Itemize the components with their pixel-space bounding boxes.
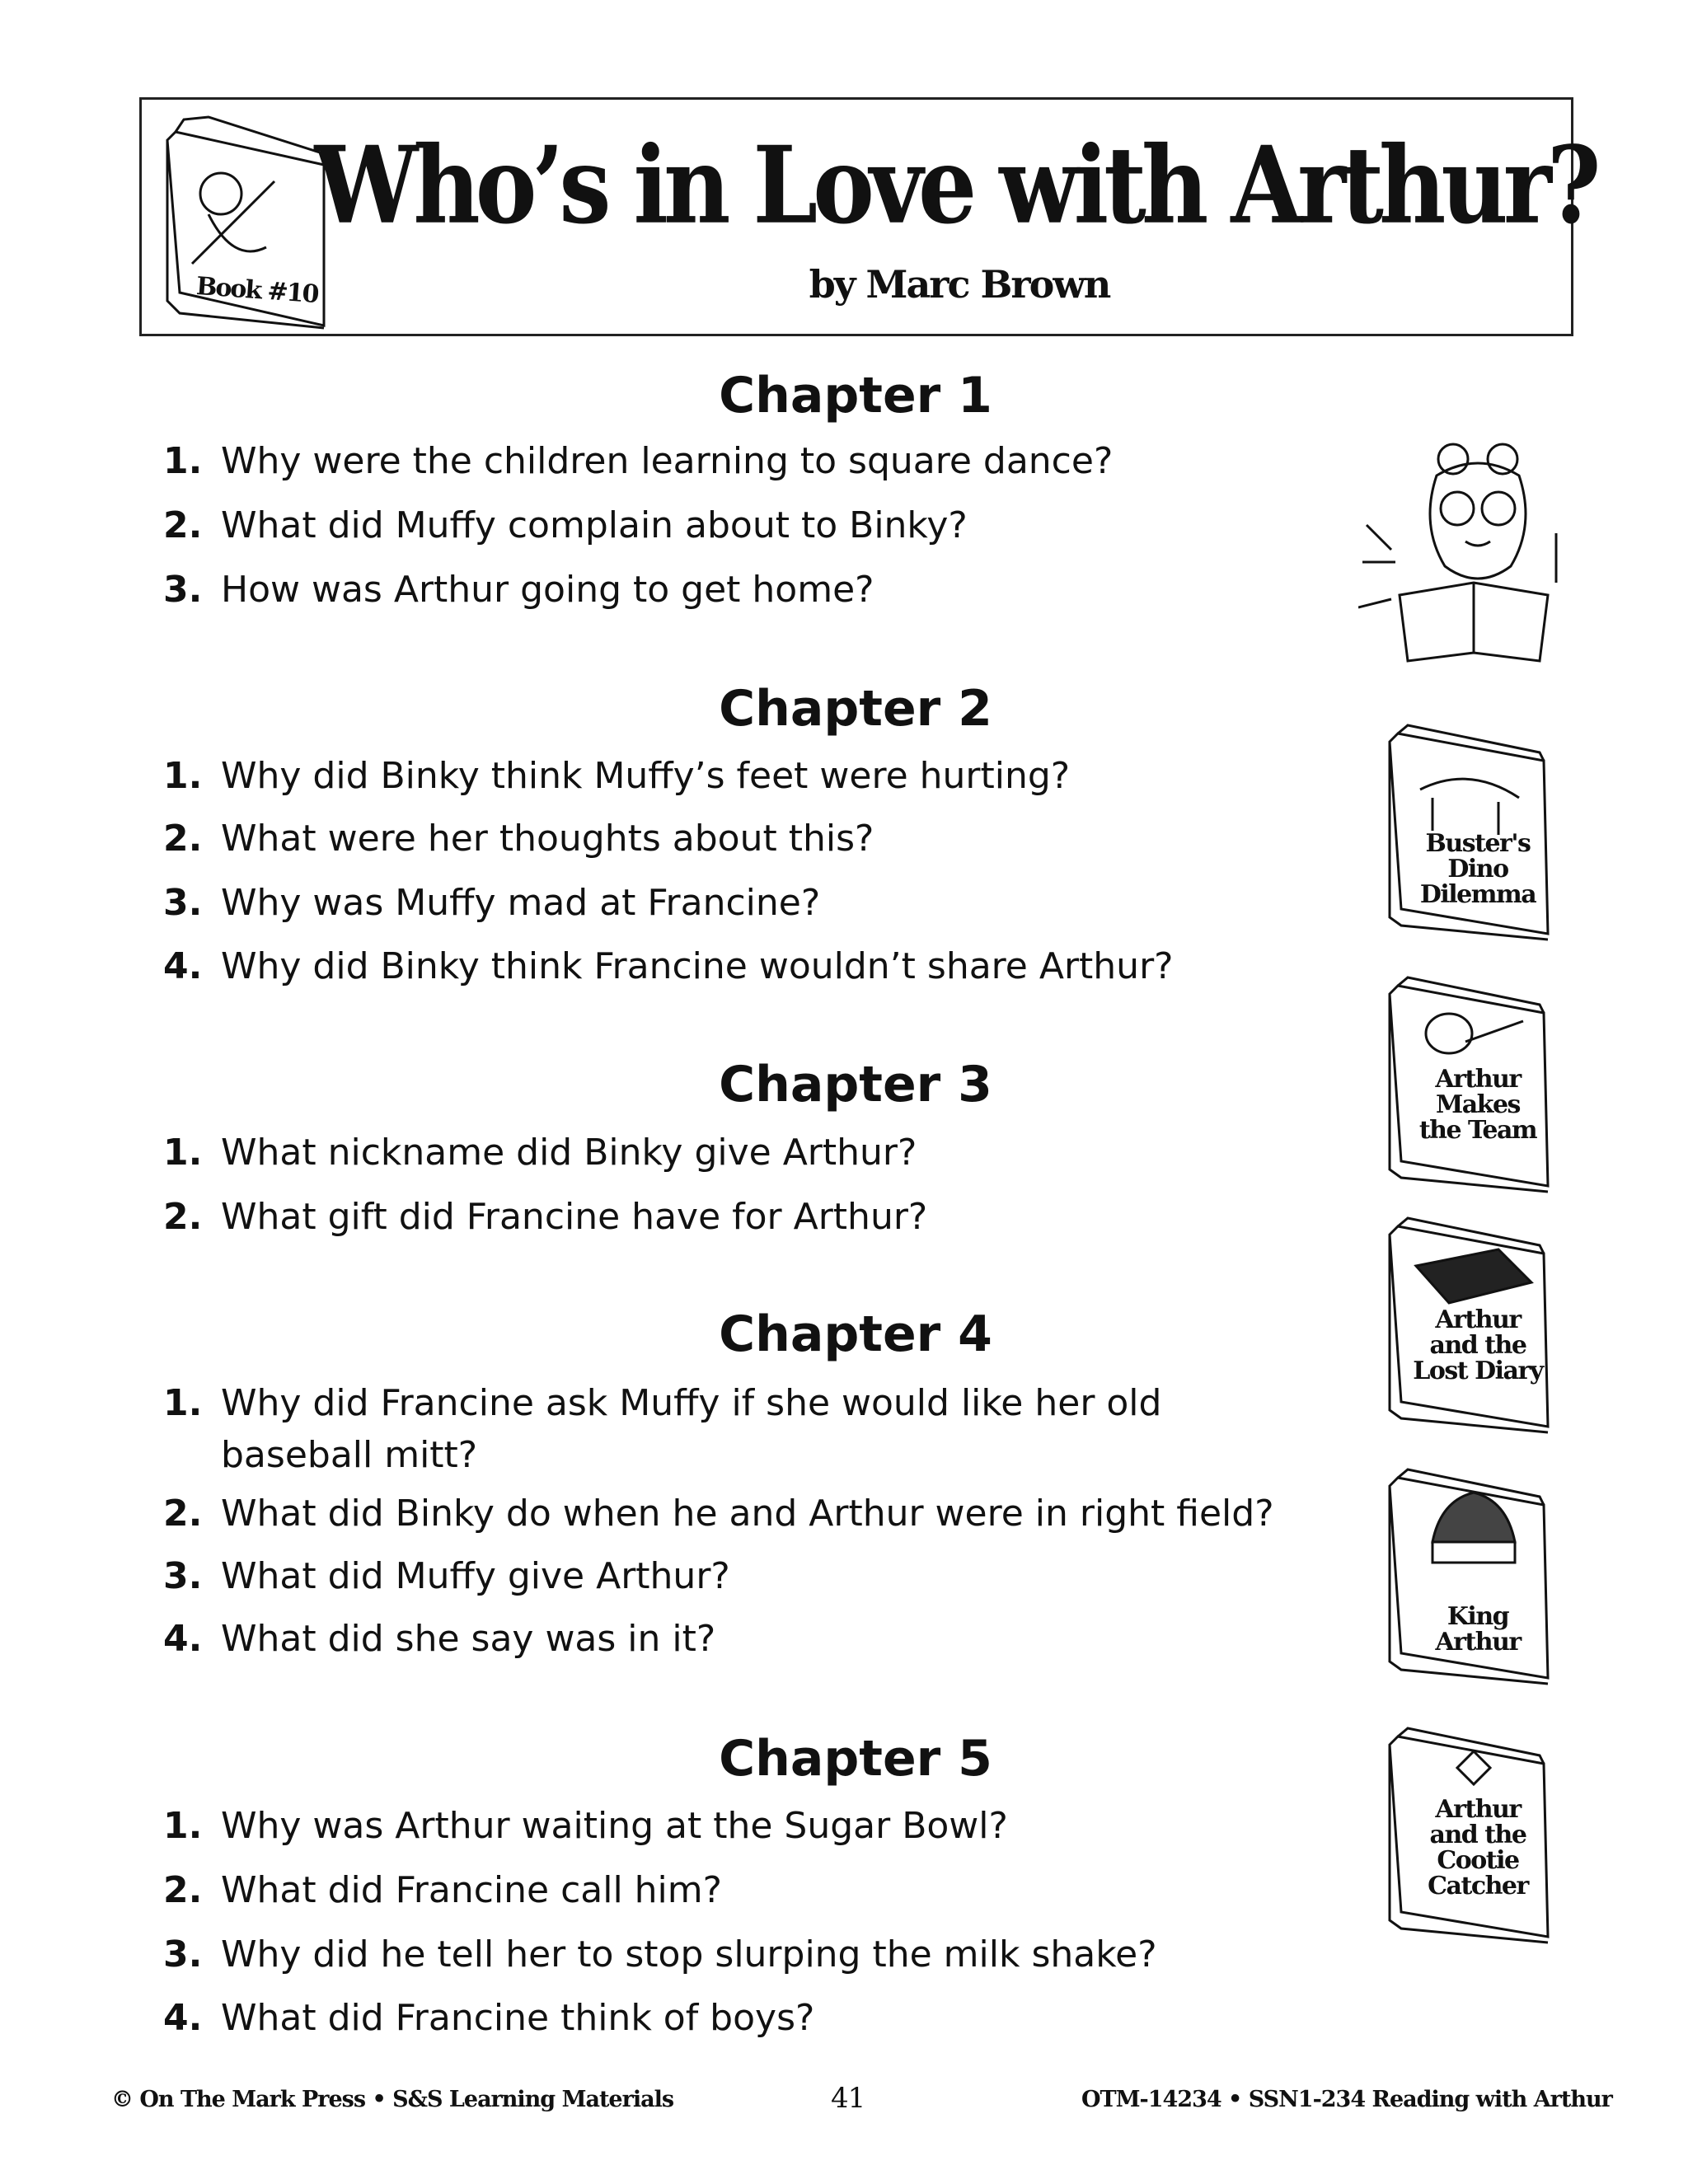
question-text: How was Arthur going to get home? xyxy=(221,569,874,611)
footer-product-code: OTM-14234 • SSN1-234 Reading with Arthur xyxy=(1081,2087,1612,2112)
chapter-heading: Chapter 4 xyxy=(719,1305,992,1363)
question-number: 2. xyxy=(163,1493,203,1535)
book-cover-busters-dino-dilemma xyxy=(1383,724,1552,942)
question-item xyxy=(163,504,968,546)
question-number: 2. xyxy=(163,504,203,546)
book-cover-arthur-makes-the-team xyxy=(1383,976,1552,1194)
question-item xyxy=(163,1997,815,2039)
question-text: What did she say was in it? xyxy=(221,1618,716,1660)
question-number: 4. xyxy=(163,945,203,987)
question-text: Why did he tell her to stop slurping the milk shake? xyxy=(221,1933,1157,1975)
question-item xyxy=(163,569,874,611)
question-text: What did Binky do when he and Arthur were in right field? xyxy=(221,1493,1274,1535)
question-number: 2. xyxy=(163,1869,203,1911)
question-item xyxy=(163,882,821,924)
question-item xyxy=(163,1555,730,1597)
question-number: 1. xyxy=(163,1805,203,1847)
arthur-reading-illustration xyxy=(1358,443,1573,677)
question-text: What gift did Francine have for Arthur? xyxy=(221,1196,928,1238)
question-item xyxy=(163,1805,1008,1847)
question-number: 3. xyxy=(163,882,203,924)
question-text: Why did Francine ask Muffy if she would like her old xyxy=(221,1382,1162,1424)
chapter-heading: Chapter 1 xyxy=(719,367,992,424)
question-text: What did Francine think of boys? xyxy=(221,1997,815,2039)
question-number: 2. xyxy=(163,1196,203,1238)
book-cover-king-arthur xyxy=(1383,1468,1552,1686)
question-number: 1. xyxy=(163,1382,203,1424)
page-title: Who’s in Love with Arthur? xyxy=(314,124,1597,248)
question-number: 1. xyxy=(163,1132,203,1174)
question-item xyxy=(163,1493,1274,1535)
question-number: 1. xyxy=(163,755,203,797)
question-text: What did Francine call him? xyxy=(221,1869,722,1911)
chapter-heading: Chapter 3 xyxy=(719,1056,992,1113)
question-number: 1. xyxy=(163,440,203,482)
book-cover-arthur-and-the-lost-diary xyxy=(1383,1216,1552,1435)
question-item xyxy=(163,1196,928,1238)
footer-copyright: © On The Mark Press • S&S Learning Materials xyxy=(111,2087,674,2112)
question-number: 4. xyxy=(163,1997,203,2039)
question-text: Why was Arthur waiting at the Sugar Bowl? xyxy=(221,1805,1008,1847)
question-item xyxy=(163,818,874,860)
chapter-heading: Chapter 5 xyxy=(719,1730,992,1788)
author-byline: by Marc Brown xyxy=(809,262,1110,307)
question-text: What did Muffy complain about to Binky? xyxy=(221,504,968,546)
question-item xyxy=(163,1869,722,1911)
question-text: Why did Binky think Muffy’s feet were hurting? xyxy=(221,755,1071,797)
book-cover-arthur-and-the-cootie-catcher xyxy=(1383,1727,1552,1945)
book-title: Arthur Makes the Team xyxy=(1418,1065,1537,1145)
question-text: What did Muffy give Arthur? xyxy=(221,1555,730,1597)
question-number: 3. xyxy=(163,569,203,611)
question-text: Why was Muffy mad at Francine? xyxy=(221,882,821,924)
book-title: King Arthur xyxy=(1435,1602,1521,1657)
question-item xyxy=(163,1618,716,1660)
question-number: 3. xyxy=(163,1555,203,1597)
question-continuation: baseball mitt? xyxy=(221,1434,478,1476)
question-item xyxy=(163,945,1174,987)
question-item xyxy=(163,440,1114,482)
question-item xyxy=(163,1933,1157,1975)
question-item xyxy=(163,755,1071,797)
question-number: 2. xyxy=(163,818,203,860)
book-title: Arthur and the Lost Diary xyxy=(1413,1305,1543,1385)
page-number: 41 xyxy=(831,2082,865,2115)
chapter-heading: Chapter 2 xyxy=(719,680,992,738)
question-item xyxy=(163,1382,1162,1424)
question-number: 4. xyxy=(163,1618,203,1660)
book-number-label: Book #10 xyxy=(195,271,319,310)
question-text: Why were the children learning to square dance? xyxy=(221,440,1114,482)
question-item xyxy=(163,1132,917,1174)
question-text: What were her thoughts about this? xyxy=(221,818,874,860)
book-title: Arthur and the Cootie Catcher xyxy=(1428,1795,1528,1900)
question-number: 3. xyxy=(163,1933,203,1975)
question-text: What nickname did Binky give Arthur? xyxy=(221,1132,917,1174)
arthur-reading-icon xyxy=(1358,443,1573,677)
question-text: Why did Binky think Francine wouldn’t share Arthur? xyxy=(221,945,1174,987)
book-title: Buster's Dino Dilemma xyxy=(1419,829,1536,909)
